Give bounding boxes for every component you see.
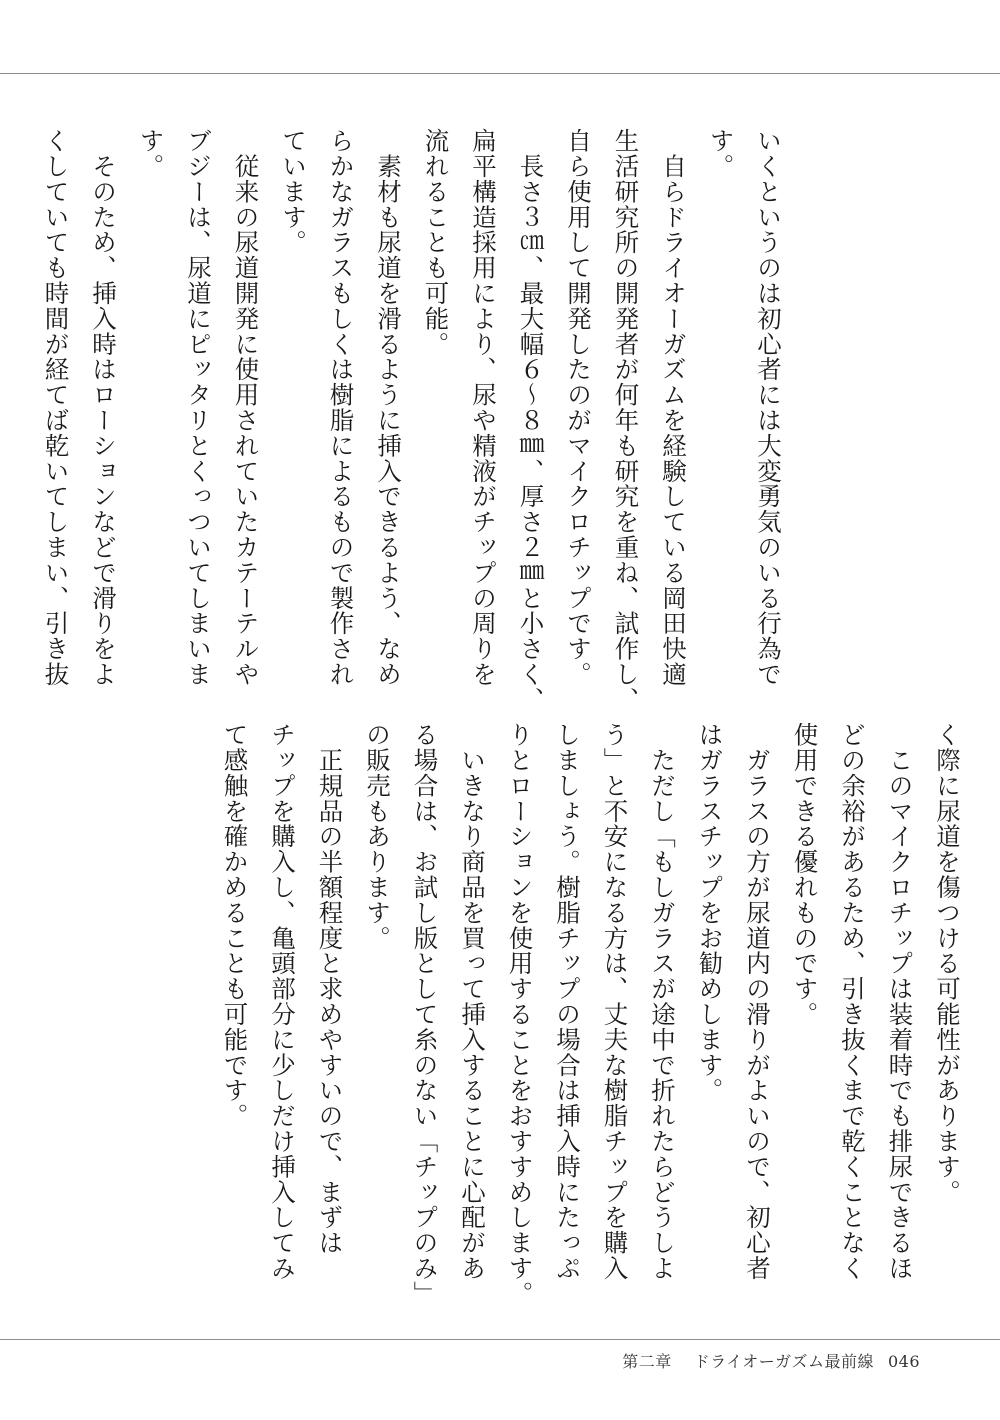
text-line: どの余裕があるため、引き抜くまで乾くことなく bbox=[838, 722, 867, 1281]
text-line: 扁平構造採用により、尿や精液がチップの周りを bbox=[469, 128, 498, 687]
bottom-rule bbox=[0, 1339, 1000, 1340]
text-line: りとローションを使用することをおすすめします。 bbox=[505, 722, 535, 1307]
text-line: 流れることも可能。 bbox=[421, 128, 451, 357]
text-line: 使用できる優れものです。 bbox=[790, 722, 820, 1027]
text-line: の販売もあります。 bbox=[363, 722, 392, 951]
text-line: ガラスの方が尿道内の滑りがよいので、初心者 bbox=[743, 722, 772, 1281]
text-line: そのため、挿入時はローションなどで滑りをよ bbox=[89, 128, 118, 687]
text-line: 正規品の半額程度と求めやすいので、まずは bbox=[315, 722, 345, 1256]
text-line: ています。 bbox=[279, 128, 308, 255]
upper-text-block bbox=[32, 128, 792, 713]
text-line: 従来の尿道開発に使用されていたカテーテルや bbox=[231, 128, 261, 687]
text-line: 長さ３㎝、最大幅６～８㎜、厚さ２㎜と小さく、 bbox=[516, 128, 546, 713]
text-line: くしていても時間が経てば乾いてしまい、引き抜 bbox=[41, 128, 71, 687]
text-line: る場合は、お試し版として糸のない「チップのみ」 bbox=[410, 722, 440, 1307]
text-line: て感触を確かめることも可能です。 bbox=[220, 722, 250, 1129]
text-line: いきなり商品を買って挿入することに心配があ bbox=[458, 722, 487, 1281]
text-line: 素材も尿道を滑るように挿入できるよう、なめ bbox=[374, 128, 403, 687]
lower-text-block bbox=[211, 722, 971, 1307]
text-line: 生活研究所の開発者が何年も研究を重ね、試作し、 bbox=[611, 128, 641, 713]
text-line: はガラスチップをお勧めします。 bbox=[695, 722, 725, 1103]
text-line: す。 bbox=[706, 128, 736, 179]
text-line: う」と不安になる方は、丈夫な樹脂チップを購入 bbox=[600, 722, 630, 1281]
text-line: ブジーは、尿道にピッタリとくっついてしまいま bbox=[184, 128, 213, 687]
text-line: しましょう。樹脂チップの場合は挿入時にたっぷ bbox=[553, 722, 582, 1281]
text-line: す。 bbox=[136, 128, 166, 179]
text-line: らかなガラスもしくは樹脂によるもので製作され bbox=[326, 128, 356, 687]
text-line: このマイクロチップは装着時でも排尿できるほ bbox=[885, 722, 915, 1281]
text-line: 自ら使用して開発したのがマイクロチップです。 bbox=[564, 128, 593, 687]
chapter-label: 第二章 bbox=[622, 1352, 672, 1371]
page-footer bbox=[622, 1349, 920, 1372]
text-line: 自らドライオーガズムを経験している岡田快適 bbox=[659, 128, 688, 687]
chapter-title: ドライオーガズム最前線 bbox=[693, 1352, 874, 1371]
text-line: ただし「もしガラスが途中で折れたらどうしよ bbox=[648, 722, 677, 1281]
page-number: 046 bbox=[887, 1352, 920, 1371]
top-rule bbox=[0, 73, 1000, 74]
text-line: チップを購入し、亀頭部分に少しだけ挿入してみ bbox=[268, 722, 297, 1281]
text-line: いくというのは初心者には大変勇気のいる行為で bbox=[754, 128, 783, 687]
text-line: く際に尿道を傷つける可能性があります。 bbox=[933, 722, 962, 1205]
